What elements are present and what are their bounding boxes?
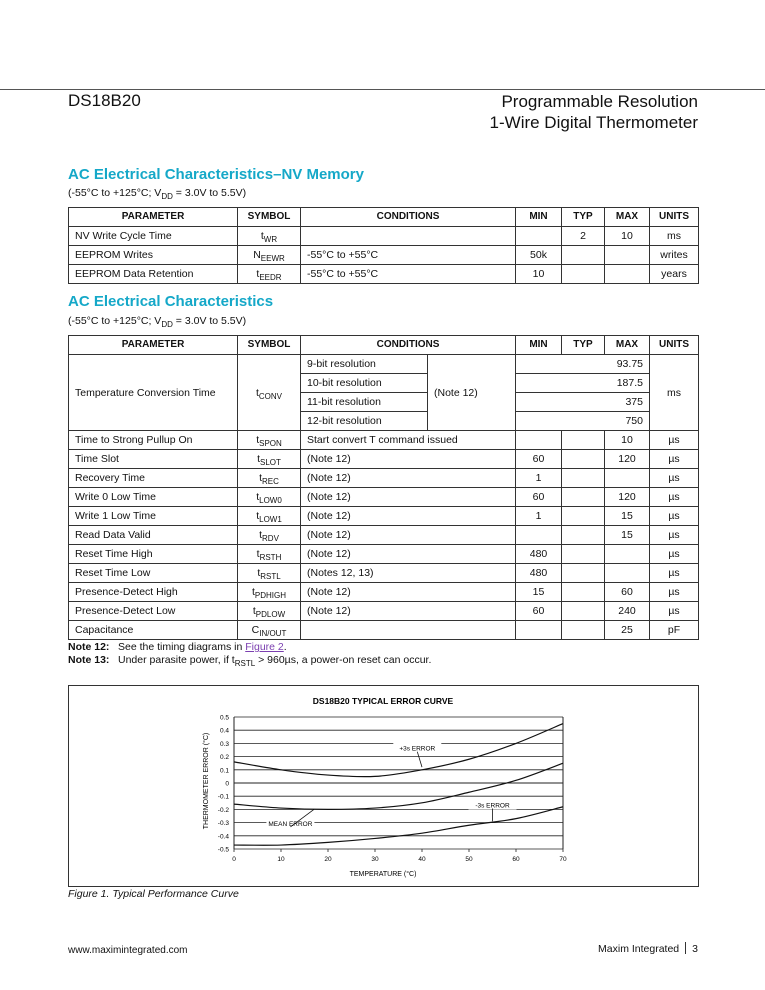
param-cell: Presence-Detect High: [69, 583, 238, 602]
min-cell: 10: [516, 265, 562, 284]
symbol-cell: [238, 431, 301, 450]
units-cell: pF: [650, 621, 699, 640]
y-tick-label: -0.1: [217, 793, 229, 801]
annotation-label: MEAN ERROR: [268, 820, 313, 828]
ac-section-title: AC Electrical Characteristics: [68, 293, 274, 310]
max-cell: 240: [605, 602, 650, 621]
symbol-base: t: [259, 472, 263, 484]
param-cell: EEPROM Writes: [69, 246, 238, 265]
ac-cond-pre: (-55°C to +125°C; V: [68, 315, 162, 327]
table-row: [69, 355, 699, 374]
figure-2-link[interactable]: Figure 2: [245, 641, 284, 653]
x-tick-label: 40: [418, 856, 426, 863]
note-text: > 960µs, a power-on reset can occur.: [255, 654, 432, 666]
nv-cond-post: = 3.0V to 5.5V): [172, 187, 247, 199]
title-line-2: 1-Wire Digital Thermometer: [489, 113, 698, 132]
footer-right: [598, 942, 698, 955]
table-row: [69, 469, 699, 488]
nv-conditions: [68, 187, 246, 199]
y-tick-label: 0.3: [219, 740, 229, 748]
figure-caption: Figure 1. Typical Performance Curve: [68, 888, 239, 900]
typ-cell: [562, 621, 605, 640]
symbol-sub: RSTL: [260, 572, 281, 581]
col-header: PARAMETER: [69, 336, 238, 355]
param-cell: Capacitance: [69, 621, 238, 640]
table-row: [69, 265, 699, 284]
y-tick-label: 0.4: [219, 727, 229, 735]
symbol-cell: [238, 450, 301, 469]
table-row: [69, 431, 699, 450]
note-sub: RSTL: [234, 659, 256, 668]
symbol-sub: LOW1: [259, 515, 282, 524]
note-12: [68, 641, 431, 654]
symbol-base: N: [253, 249, 261, 261]
nv-cond-pre: (-55°C to +125°C; V: [68, 187, 162, 199]
x-tick-label: 50: [465, 856, 473, 863]
cond-cell: (Note 12): [301, 488, 516, 507]
param-cell: Reset Time Low: [69, 564, 238, 583]
cond-cell: (Note 12): [301, 507, 516, 526]
symbol-base: t: [251, 586, 255, 598]
symbol-sub: SLOT: [260, 458, 281, 467]
symbol-cell: [238, 621, 301, 640]
symbol-cell: [238, 526, 301, 545]
nv-header-row: [69, 208, 699, 227]
symbol-sub: RDV: [262, 534, 279, 543]
x-tick-label: 10: [277, 856, 285, 863]
param-cell: Time to Strong Pullup On: [69, 431, 238, 450]
units-cell: µs: [650, 469, 699, 488]
param-cell: Reset Time High: [69, 545, 238, 564]
table-row: [69, 246, 699, 265]
units-cell: years: [650, 265, 699, 284]
nv-table: [68, 207, 699, 284]
symbol-cell: [238, 469, 301, 488]
figure-box: [68, 685, 699, 887]
symbol-sub: SPON: [259, 439, 282, 448]
ac-conditions: [68, 315, 246, 327]
col-header: SYMBOL: [238, 208, 301, 227]
table-row: [69, 227, 699, 246]
cond-cell: (Note 12): [301, 583, 516, 602]
cond-cell: (Notes 12, 13): [301, 564, 516, 583]
typ-cell: [562, 583, 605, 602]
note-13: [68, 654, 431, 667]
cond-cell: [301, 621, 516, 640]
error-curve-chart: [69, 686, 698, 886]
y-tick-label: -0.2: [217, 806, 229, 814]
symbol-cell: [238, 507, 301, 526]
param-cell: Write 0 Low Time: [69, 488, 238, 507]
table-row: [69, 602, 699, 621]
symbol-sub: EEDR: [259, 273, 282, 282]
param-cell: Read Data Valid: [69, 526, 238, 545]
min-cell: 60: [516, 450, 562, 469]
symbol-cell: [238, 488, 301, 507]
symbol-sub: EEWR: [260, 254, 285, 263]
max-cell: 187.5: [516, 374, 650, 393]
title-line-1: Programmable Resolution: [501, 92, 698, 111]
units-cell: ms: [650, 227, 699, 246]
col-header: TYP: [562, 208, 605, 227]
units-cell: µs: [650, 488, 699, 507]
ac-cond-sub: DD: [161, 320, 173, 329]
units-cell: µs: [650, 545, 699, 564]
table-row: [69, 488, 699, 507]
min-cell: [516, 227, 562, 246]
max-cell: 375: [516, 393, 650, 412]
typ-cell: [562, 564, 605, 583]
symbol-cell: [238, 602, 301, 621]
cond-cell: -55°C to +55°C: [301, 246, 516, 265]
col-header: MAX: [605, 208, 650, 227]
y-tick-label: -0.5: [217, 846, 229, 854]
cond-cell: Start convert T command issued: [301, 431, 516, 450]
units-cell: µs: [650, 602, 699, 621]
ac-cond-post: = 3.0V to 5.5V): [172, 315, 247, 327]
notes: [68, 641, 431, 667]
max-cell: 120: [605, 488, 650, 507]
y-tick-label: -0.3: [217, 820, 229, 828]
table-row: [69, 621, 699, 640]
symbol-sub: CONV: [258, 391, 283, 401]
y-tick-label: 0: [225, 780, 229, 788]
typ-cell: 2: [562, 227, 605, 246]
nv-section-title: AC Electrical Characteristics–NV Memory: [68, 166, 364, 183]
symbol-sub: PDLOW: [255, 610, 286, 619]
y-tick-label: 0.5: [219, 714, 229, 722]
x-tick-label: 0: [232, 856, 236, 863]
units-cell: µs: [650, 431, 699, 450]
x-tick-label: 20: [324, 856, 332, 863]
symbol-base: t: [252, 605, 256, 617]
col-header: CONDITIONS: [301, 336, 516, 355]
symbol-base: t: [259, 529, 263, 541]
max-cell: 15: [605, 526, 650, 545]
units-cell: writes: [650, 246, 699, 265]
part-number: DS18B20: [68, 91, 141, 110]
max-cell: [605, 469, 650, 488]
cond-cell: (Note 12): [301, 469, 516, 488]
y-tick-label: 0.2: [219, 754, 229, 762]
col-header: PARAMETER: [69, 208, 238, 227]
x-axis-label: TEMPERATURE (°C): [349, 871, 417, 878]
symbol-sub: RSTH: [259, 553, 282, 562]
annotation-label: -3s ERROR: [475, 802, 510, 810]
annotation-label: +3s ERROR: [399, 745, 436, 753]
symbol-cell: [238, 583, 301, 602]
symbol-base: t: [256, 491, 260, 503]
symbol-base: t: [256, 510, 260, 522]
units-cell: µs: [650, 507, 699, 526]
annotation-arrow: [417, 752, 422, 767]
min-cell: [516, 526, 562, 545]
symbol-base: t: [255, 386, 259, 399]
col-header: TYP: [562, 336, 605, 355]
symbol-cell: [238, 545, 301, 564]
symbol-base: t: [256, 548, 260, 560]
table-row: [69, 583, 699, 602]
typ-cell: [562, 602, 605, 621]
x-tick-label: 60: [512, 856, 520, 863]
symbol-base: t: [260, 230, 264, 242]
units-cell: µs: [650, 564, 699, 583]
symbol-sub: REC: [262, 477, 279, 486]
cond-cell: -55°C to +55°C: [301, 265, 516, 284]
x-tick-label: 70: [559, 856, 567, 863]
max-cell: 93.75: [516, 355, 650, 374]
y-tick-label: -0.4: [217, 833, 229, 841]
min-cell: 50k: [516, 246, 562, 265]
param-cell: Time Slot: [69, 450, 238, 469]
max-cell: 60: [605, 583, 650, 602]
table-row: [69, 526, 699, 545]
typ-cell: [562, 507, 605, 526]
param-cell: Recovery Time: [69, 469, 238, 488]
symbol-cell: [238, 246, 301, 265]
min-cell: [516, 431, 562, 450]
col-header: MIN: [516, 336, 562, 355]
symbol-cell: [238, 265, 301, 284]
max-cell: 10: [605, 431, 650, 450]
min-cell: 480: [516, 564, 562, 583]
typ-cell: [562, 469, 605, 488]
x-tick-label: 30: [371, 856, 379, 863]
symbol-cell: [238, 355, 301, 431]
max-cell: [605, 564, 650, 583]
min-cell: 1: [516, 507, 562, 526]
nv-cond-sub: DD: [161, 192, 173, 201]
ac-header-row: [69, 336, 699, 355]
typ-cell: [562, 431, 605, 450]
cond-cell: (Note 12): [301, 545, 516, 564]
cond-cell: 9-bit resolution: [301, 355, 428, 374]
col-header: SYMBOL: [238, 336, 301, 355]
note-label: Note 13:: [68, 654, 110, 666]
footer-url: www.maximintegrated.com: [68, 945, 188, 956]
typ-cell: [562, 450, 605, 469]
max-cell: [605, 246, 650, 265]
typ-cell: [562, 246, 605, 265]
cond-cell: (Note 12): [301, 602, 516, 621]
y-axis-label: THERMOMETER ERROR (°C): [203, 732, 210, 830]
ac-table: [68, 335, 699, 640]
units-cell: µs: [650, 583, 699, 602]
note-end: .: [283, 641, 287, 653]
symbol-base: t: [257, 567, 261, 579]
min-cell: 480: [516, 545, 562, 564]
min-cell: 60: [516, 602, 562, 621]
units-cell: µs: [650, 450, 699, 469]
min-cell: [516, 621, 562, 640]
typ-cell: [562, 265, 605, 284]
note-text: Under parasite power, if t: [118, 654, 235, 666]
col-header: UNITS: [650, 336, 699, 355]
min-cell: 1: [516, 469, 562, 488]
min-cell: 15: [516, 583, 562, 602]
cond-cell: (Note 12): [301, 450, 516, 469]
symbol-base: t: [256, 434, 260, 446]
table-row: [69, 545, 699, 564]
note-label: Note 12:: [68, 641, 110, 653]
table-row: [69, 450, 699, 469]
symbol-base: t: [257, 453, 260, 465]
min-cell: 60: [516, 488, 562, 507]
units-cell: µs: [650, 526, 699, 545]
symbol-sub: WR: [263, 235, 278, 244]
cond-cell: 10-bit resolution: [301, 374, 428, 393]
symbol-base: t: [256, 268, 260, 280]
cond-cell: [301, 227, 516, 246]
max-cell: 750: [516, 412, 650, 431]
param-cell: EEPROM Data Retention: [69, 265, 238, 284]
cond-cell: 11-bit resolution: [301, 393, 428, 412]
typ-cell: [562, 488, 605, 507]
symbol-cell: [238, 564, 301, 583]
max-cell: 15: [605, 507, 650, 526]
cond-cell: 12-bit resolution: [301, 412, 428, 431]
table-row: [69, 564, 699, 583]
param-cell: NV Write Cycle Time: [69, 227, 238, 246]
chart-title: DS18B20 TYPICAL ERROR CURVE: [312, 696, 454, 706]
footer-page: 3: [692, 943, 698, 955]
note-text: See the timing diagrams in: [118, 641, 246, 653]
max-cell: 120: [605, 450, 650, 469]
footer-company: Maxim Integrated: [598, 943, 680, 955]
col-header: MAX: [605, 336, 650, 355]
y-tick-label: 0.1: [219, 767, 229, 775]
units-cell: ms: [650, 355, 699, 431]
document-title: [490, 91, 698, 133]
footer-divider: [685, 942, 686, 954]
table-row: [69, 507, 699, 526]
col-header: CONDITIONS: [301, 208, 516, 227]
note-cell: (Note 12): [428, 355, 516, 431]
param-cell: Temperature Conversion Time: [69, 355, 238, 431]
col-header: MIN: [516, 208, 562, 227]
param-cell: Write 1 Low Time: [69, 507, 238, 526]
symbol-sub: IN/OUT: [259, 629, 287, 638]
cond-cell: (Note 12): [301, 526, 516, 545]
max-cell: [605, 265, 650, 284]
typ-cell: [562, 545, 605, 564]
header-rule: [0, 89, 765, 90]
col-header: UNITS: [650, 208, 699, 227]
param-cell: Presence-Detect Low: [69, 602, 238, 621]
max-cell: 25: [605, 621, 650, 640]
symbol-base: C: [251, 624, 260, 636]
symbol-sub: LOW0: [259, 496, 282, 505]
typ-cell: [562, 526, 605, 545]
max-cell: 10: [605, 227, 650, 246]
symbol-sub: PDHIGH: [254, 591, 287, 600]
symbol-cell: [238, 227, 301, 246]
max-cell: [605, 545, 650, 564]
